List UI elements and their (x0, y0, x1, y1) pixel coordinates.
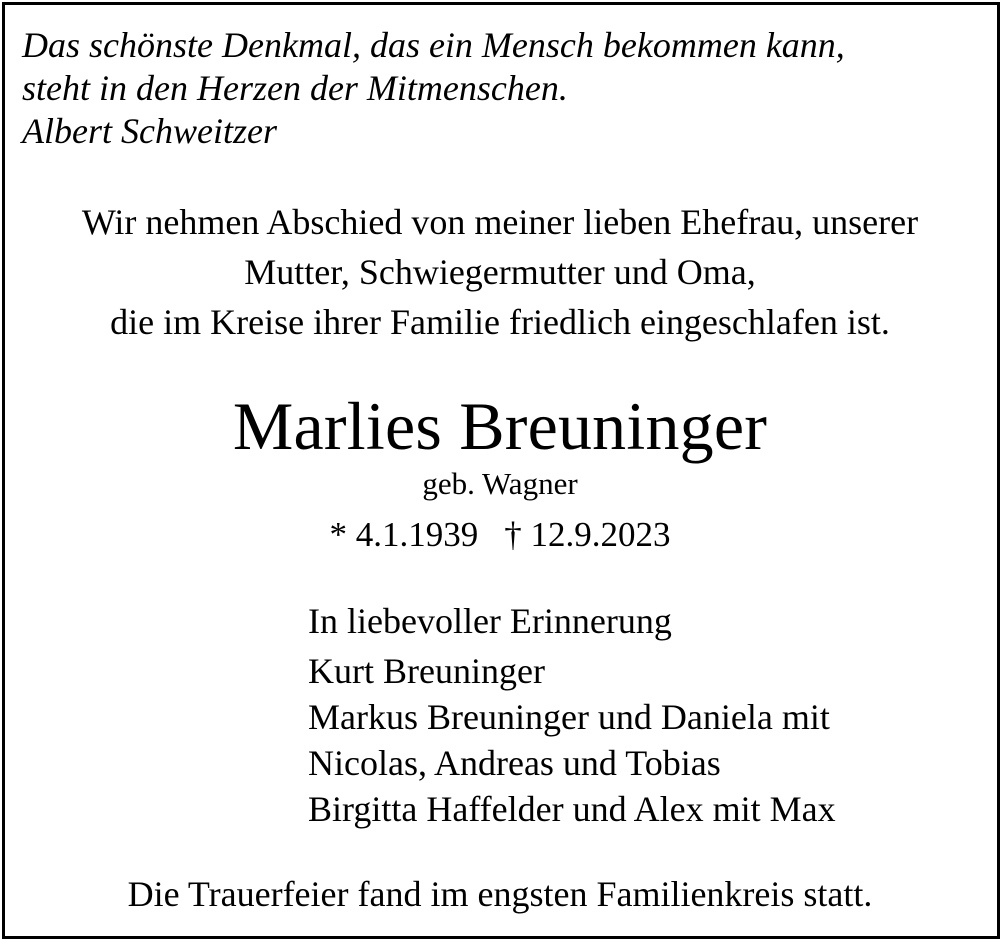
mourners-intro: In liebevoller Erinnerung (308, 601, 672, 641)
farewell-line: Wir nehmen Abschied von meiner lieben Ehefrau, unserer (81, 202, 919, 242)
farewell-line: die im Kreise ihrer Familie friedlich eingeschlafen ist. (110, 302, 890, 342)
funeral-note: Die Trauerfeier fand im engsten Familienkreis statt. (127, 874, 873, 914)
maiden-name: geb. Wagner (422, 466, 578, 501)
mourners-block (308, 598, 836, 832)
death-date: † 12.9.2023 (504, 515, 671, 554)
farewell-text (0, 197, 1000, 347)
life-dates (0, 511, 1000, 559)
mourners-list (308, 648, 836, 832)
mourner-name: Kurt Breuninger (308, 651, 545, 691)
birth-date: * 4.1.1939 (329, 515, 479, 554)
quote-block (22, 24, 845, 153)
mourner-name: Nicolas, Andreas und Tobias (308, 743, 721, 783)
farewell-line: Mutter, Schwiegermutter und Oma, (244, 252, 756, 292)
deceased-name: Marlies Breuninger (232, 388, 768, 464)
mourner-name: Markus Breuninger und Daniela mit (308, 697, 830, 737)
quote-line: steht in den Herzen der Mitmenschen. (22, 68, 568, 108)
mourner-name: Birgitta Haffelder und Alex mit Max (308, 789, 836, 829)
quote-author: Albert Schweitzer (22, 111, 277, 151)
quote-line: Das schönste Denkmal, das ein Mensch bekommen kann, (22, 25, 845, 65)
